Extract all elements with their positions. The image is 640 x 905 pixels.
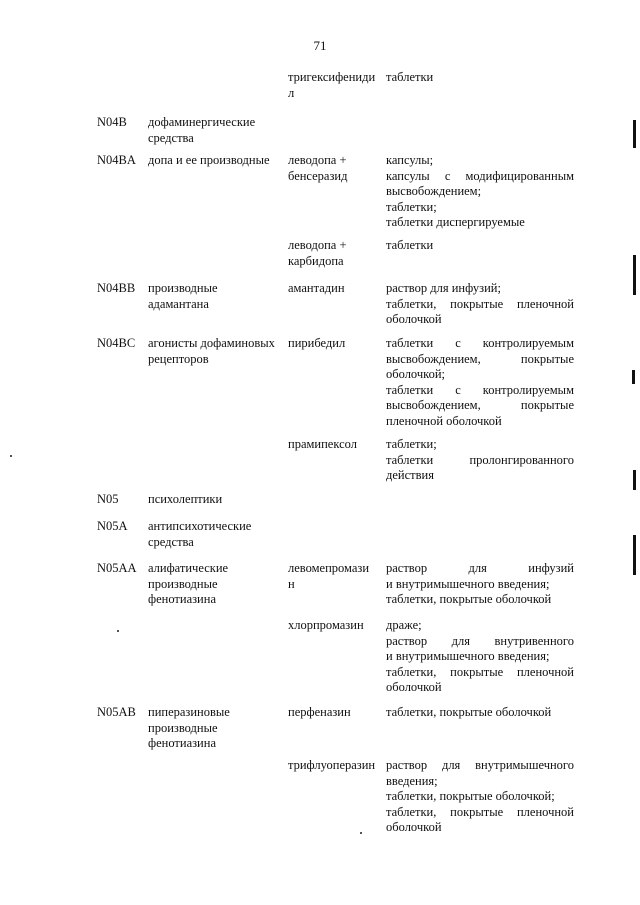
- atc-group-name-line: пиперазиновые: [148, 705, 230, 719]
- atc-code: N05AB: [97, 705, 136, 719]
- dosage-form-line: таблетки: [386, 238, 434, 252]
- dosage-form-line: введения;: [386, 773, 438, 788]
- dosage-form: [386, 281, 574, 328]
- atc-group-name-line: агонисты дофаминовых: [148, 336, 275, 350]
- scan-dot: [10, 455, 12, 457]
- atc-code: N05A: [97, 519, 128, 533]
- dosage-form-line: высвобождением, покрытые: [386, 351, 574, 366]
- atc-group-name-line: адамантана: [148, 296, 209, 311]
- atc-code: N05AA: [97, 561, 137, 575]
- dosage-form-line: таблетки, покрытые оболочкой: [386, 592, 552, 606]
- dosage-form: [386, 70, 574, 86]
- dosage-form: [386, 758, 574, 836]
- atc-group-name-line: производные: [148, 576, 218, 591]
- atc-group-name: [148, 153, 288, 169]
- atc-group-name: [148, 519, 288, 550]
- atc-group-name-line: рецепторов: [148, 351, 209, 366]
- drug-name: [288, 238, 384, 269]
- drug-name-line: тригексифениди: [288, 70, 376, 84]
- dosage-form-line: таблетки с контролируемым: [386, 382, 574, 397]
- scan-dot: [117, 630, 119, 632]
- dosage-form-line: капсулы;: [386, 153, 434, 167]
- drug-name: [288, 336, 384, 352]
- atc-code: N04BC: [97, 336, 136, 350]
- drug-name-line: перфеназин: [288, 705, 351, 719]
- dosage-form-line: раствор для внутримышечного: [386, 758, 574, 772]
- drug-name: [288, 437, 384, 453]
- dosage-form-line: таблетки с контролируемым: [386, 336, 574, 350]
- drug-name: [288, 153, 384, 184]
- drug-name: [288, 561, 384, 592]
- dosage-form-line: таблетки, покрытые оболочкой: [386, 705, 552, 719]
- dosage-form-line: действия: [386, 468, 434, 482]
- drug-name-line: хлорпромазин: [288, 618, 364, 632]
- dosage-form-line: и внутримышечного введения;: [386, 649, 550, 663]
- dosage-form-line: драже;: [386, 618, 422, 632]
- drug-name: [288, 758, 384, 774]
- dosage-form-line: таблетки;: [386, 437, 437, 451]
- dosage-form-line: оболочкой: [386, 820, 442, 834]
- dosage-form: [386, 153, 574, 231]
- scan-mark: [633, 120, 636, 148]
- drug-name-line: левомепромази: [288, 561, 370, 575]
- scan-mark: [633, 255, 636, 295]
- dosage-form-line: таблетки;: [386, 199, 437, 214]
- atc-code: N04B: [97, 115, 127, 129]
- atc-group-name-line: средства: [148, 130, 194, 145]
- atc-group-name-line: психолептики: [148, 492, 223, 506]
- dosage-form: [386, 437, 574, 484]
- dosage-form-line: раствор для инфузий: [386, 561, 574, 575]
- atc-group-name: [148, 336, 288, 367]
- atc-code: N04BA: [97, 153, 136, 167]
- dosage-form-line: таблетки, покрытые пленочной: [386, 296, 574, 311]
- dosage-form-line: капсулы с модифицированным: [386, 168, 574, 183]
- drug-name-line: трифлуоперазин: [288, 758, 376, 772]
- atc-group-name-line: антипсихотические: [148, 519, 252, 533]
- atc-group-name: [148, 705, 288, 752]
- drug-name-line: бенсеразид: [288, 168, 348, 183]
- dosage-form-line: таблетки диспергируемые: [386, 215, 525, 229]
- dosage-form-line: раствор для инфузий;: [386, 281, 501, 295]
- dosage-form-line: таблетки, покрытые пленочной: [386, 664, 574, 679]
- atc-group-name: [148, 492, 288, 508]
- dosage-form-line: оболочкой: [386, 680, 442, 694]
- dosage-form: [386, 336, 574, 429]
- atc-group-name: [148, 115, 288, 146]
- drug-name-line: леводопа +: [288, 153, 347, 167]
- atc-group-name-line: алифатические: [148, 561, 229, 575]
- drug-name: [288, 705, 384, 721]
- dosage-form-line: и внутримышечного введения;: [386, 576, 550, 591]
- dosage-form-line: высвобождением, покрытые: [386, 398, 574, 412]
- dosage-form-line: таблетки: [386, 70, 434, 84]
- dosage-form: [386, 238, 574, 254]
- drug-name-line: н: [288, 576, 295, 591]
- drug-name-line: леводопа +: [288, 238, 347, 252]
- atc-group-name-line: производные: [148, 720, 218, 735]
- atc-group-name-line: средства: [148, 534, 194, 549]
- dosage-form-line: высвобождением;: [386, 184, 482, 198]
- atc-group-name-line: допа и ее производные: [148, 153, 270, 167]
- atc-code: N05: [97, 492, 119, 506]
- dosage-form-line: таблетки пролонгированного: [386, 452, 574, 467]
- dosage-form: [386, 705, 574, 721]
- page-number: 71: [313, 38, 327, 53]
- scan-mark: [632, 370, 635, 384]
- drug-name-line: пирибедил: [288, 336, 346, 350]
- atc-group-name: [148, 281, 288, 312]
- atc-group-name-line: фенотиазина: [148, 592, 216, 606]
- dosage-form-line: таблетки, покрытые пленочной: [386, 804, 574, 819]
- drug-name: [288, 70, 384, 101]
- drug-name-line: прамипексол: [288, 437, 357, 451]
- dosage-form-line: оболочкой: [386, 312, 442, 326]
- atc-code: N04BB: [97, 281, 136, 295]
- dosage-form-line: таблетки, покрытые оболочкой;: [386, 789, 555, 803]
- atc-group-name-line: фенотиазина: [148, 736, 216, 750]
- dosage-form-line: оболочкой;: [386, 367, 445, 381]
- atc-group-name-line: производные: [148, 281, 218, 295]
- atc-group-name: [148, 561, 288, 608]
- dosage-form: [386, 618, 574, 696]
- drug-name-line: карбидопа: [288, 253, 344, 268]
- drug-name-line: амантадин: [288, 281, 345, 295]
- atc-group-name-line: дофаминергические: [148, 115, 256, 129]
- drug-name: [288, 281, 384, 297]
- drug-name: [288, 618, 384, 634]
- scan-dot: [360, 832, 362, 834]
- dosage-form-line: раствор для внутривенного: [386, 633, 574, 648]
- scan-mark: [633, 470, 636, 490]
- drug-name-line: л: [288, 85, 295, 100]
- dosage-form-line: пленочной оболочкой: [386, 413, 502, 428]
- scan-mark: [633, 535, 636, 575]
- dosage-form: [386, 561, 574, 608]
